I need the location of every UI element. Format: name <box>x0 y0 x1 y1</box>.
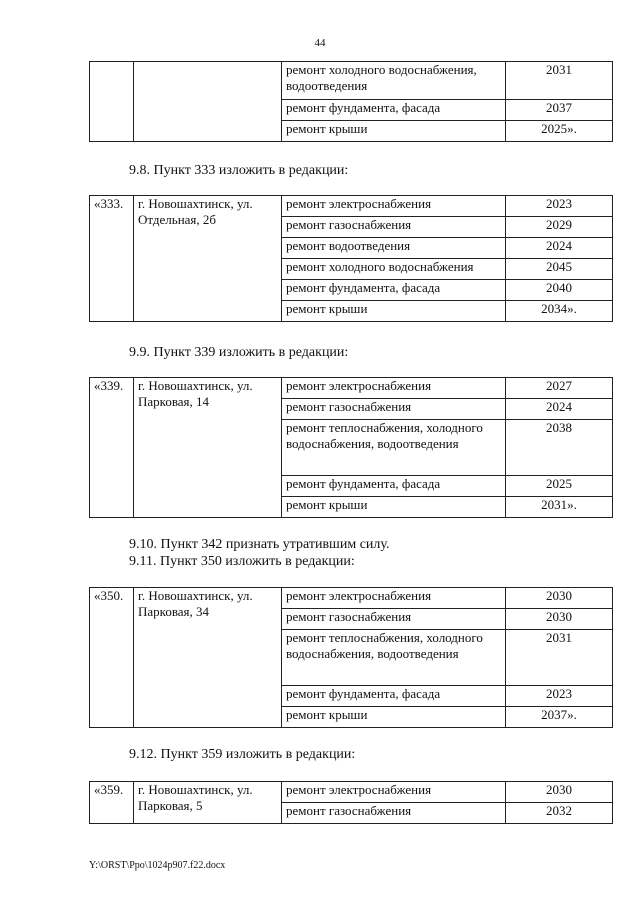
work-cell: ремонт газоснабжения <box>282 609 506 630</box>
item-number: «339. <box>90 378 134 518</box>
table-item-333 <box>89 195 613 322</box>
work-cell: ремонт крыши <box>282 707 506 728</box>
item-address: г. Новошахтинск, ул. Парковая, 14 <box>134 378 282 518</box>
item-number: «359. <box>90 782 134 824</box>
year-cell: 2037». <box>506 707 613 728</box>
work-cell: ремонт холодного водоснабжения, водоотведения <box>282 62 506 100</box>
item-address: г. Новошахтинск, ул. Парковая, 34 <box>134 588 282 728</box>
year-cell: 2045 <box>506 259 613 280</box>
work-cell: ремонт электроснабжения <box>282 196 506 217</box>
number-cell <box>90 62 134 142</box>
work-cell: ремонт водоотведения <box>282 238 506 259</box>
item-address: г. Новошахтинск, ул. Отдельная, 2б <box>134 196 282 322</box>
paragraph-9-8: 9.8. Пункт 333 изложить в редакции: <box>129 163 349 178</box>
work-cell: ремонт электроснабжения <box>282 782 506 803</box>
year-cell: 2027 <box>506 378 613 399</box>
work-cell: ремонт крыши <box>282 497 506 518</box>
work-cell: ремонт теплоснабжения, холодного водоснабжения, водоотведения <box>282 420 506 476</box>
year-cell: 2025». <box>506 121 613 142</box>
table-item-350 <box>89 587 613 728</box>
table-item-339 <box>89 377 613 518</box>
year-cell: 2038 <box>506 420 613 476</box>
work-cell: ремонт холодного водоснабжения <box>282 259 506 280</box>
year-cell: 2023 <box>506 686 613 707</box>
year-cell: 2023 <box>506 196 613 217</box>
year-cell: 2031 <box>506 630 613 686</box>
year-cell: 2030 <box>506 588 613 609</box>
footer-file-path: Y:\ORST\Ppo\1024p907.f22.docx <box>89 860 226 871</box>
work-cell: ремонт фундамента, фасада <box>282 686 506 707</box>
year-cell: 2034». <box>506 301 613 322</box>
work-cell: ремонт газоснабжения <box>282 217 506 238</box>
work-cell: ремонт фундамента, фасада <box>282 476 506 497</box>
year-cell: 2030 <box>506 782 613 803</box>
work-cell: ремонт теплоснабжения, холодного водоснабжения, водоотведения <box>282 630 506 686</box>
year-cell: 2040 <box>506 280 613 301</box>
work-cell: ремонт газоснабжения <box>282 803 506 824</box>
paragraph-9-12: 9.12. Пункт 359 изложить в редакции: <box>129 747 356 762</box>
work-cell: ремонт крыши <box>282 301 506 322</box>
item-number: «333. <box>90 196 134 322</box>
table-continuation <box>89 61 613 142</box>
year-cell: 2029 <box>506 217 613 238</box>
work-cell: ремонт фундамента, фасада <box>282 280 506 301</box>
year-cell: 2024 <box>506 399 613 420</box>
paragraph-9-10: 9.10. Пункт 342 признать утратившим силу. <box>129 537 390 552</box>
year-cell: 2030 <box>506 609 613 630</box>
year-cell: 2024 <box>506 238 613 259</box>
year-cell: 2031». <box>506 497 613 518</box>
address-cell <box>134 62 282 142</box>
year-cell: 2025 <box>506 476 613 497</box>
paragraph-9-11: 9.11. Пункт 350 изложить в редакции: <box>129 554 355 569</box>
work-cell: ремонт электроснабжения <box>282 378 506 399</box>
work-cell: ремонт газоснабжения <box>282 399 506 420</box>
table-item-359 <box>89 781 613 824</box>
item-address: г. Новошахтинск, ул. Парковая, 5 <box>134 782 282 824</box>
paragraph-9-9: 9.9. Пункт 339 изложить в редакции: <box>129 345 349 360</box>
work-cell: ремонт фундамента, фасада <box>282 100 506 121</box>
work-cell: ремонт электроснабжения <box>282 588 506 609</box>
year-cell: 2037 <box>506 100 613 121</box>
work-cell: ремонт крыши <box>282 121 506 142</box>
item-number: «350. <box>90 588 134 728</box>
page-number: 44 <box>314 37 326 49</box>
year-cell: 2031 <box>506 62 613 100</box>
year-cell: 2032 <box>506 803 613 824</box>
